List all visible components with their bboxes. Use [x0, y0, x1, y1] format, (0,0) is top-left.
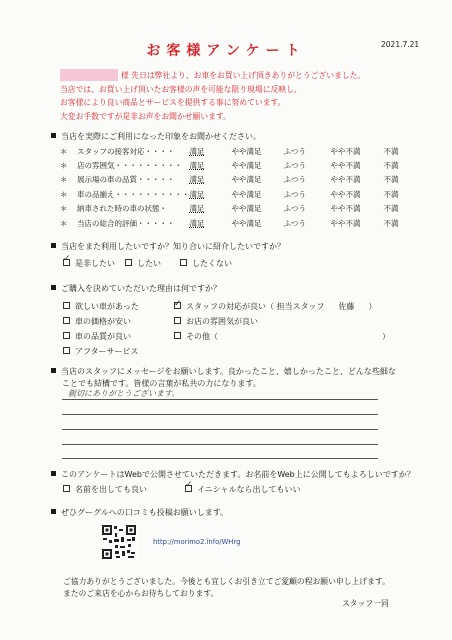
asterisk-icon: ＊: [60, 161, 68, 171]
bullet-square-icon: [51, 243, 56, 248]
closing-line-1: ご協力ありがとうございました。今後とも宜しくお引き立てご愛顧の程お願い申し上げます。: [63, 577, 390, 586]
q5-option-2[interactable]: ✓ イニシャルなら出してもいい: [185, 484, 301, 495]
rating-option[interactable]: やや不満: [330, 146, 361, 156]
bullet-square-icon: [51, 509, 56, 514]
rating-option[interactable]: 不満: [383, 204, 399, 214]
rating-option[interactable]: 不満: [383, 218, 399, 228]
answer-line: [62, 444, 378, 445]
rating-option[interactable]: 不満: [383, 146, 399, 156]
q3-option[interactable]: 欲しい車があった: [63, 299, 139, 314]
intro-line-4: 大変お手数ですが是非お声をお聞かせ願います。: [60, 112, 231, 122]
rating-option[interactable]: ふつう: [283, 189, 306, 199]
q5-heading: このアンケートはWebで公開させていただきます。お名前をWeb上に公開してもよろしいですか？: [51, 469, 415, 480]
q3-heading: ご購入を決めていただいた理由は何ですか？: [51, 283, 221, 294]
paren-close: ）: [382, 332, 390, 341]
intro-line-2: 当店では、お買い上げ頂いたお客様の声を可能な限り現場に反映し、: [60, 84, 302, 94]
bullet-square-icon: [51, 471, 56, 476]
q6-heading: ぜひグーグルへの口コミも投稿お願いします。: [51, 507, 228, 518]
intro-line-3: お客様により良い商品とサービスを提供する事に努めています。: [60, 98, 286, 108]
checkbox-icon[interactable]: [180, 259, 187, 266]
asterisk-icon: ＊: [60, 175, 68, 185]
checkbox-icon[interactable]: [63, 332, 70, 339]
rating-option[interactable]: 不満: [383, 189, 399, 199]
rating-option[interactable]: 満足: [189, 189, 205, 199]
asterisk-icon: ＊: [60, 146, 68, 156]
q3-option[interactable]: 車の品質が良い: [63, 329, 139, 344]
rating-option[interactable]: やや満足: [231, 146, 262, 156]
rating-option[interactable]: ふつう: [283, 218, 306, 228]
checkbox-checked-icon[interactable]: [174, 302, 181, 309]
checkbox-checked-icon[interactable]: [63, 259, 70, 266]
rating-option[interactable]: やや不満: [330, 161, 361, 171]
review-url-link[interactable]: http://morimo2.info/WHrg: [153, 538, 241, 546]
rating-option[interactable]: 満足: [189, 175, 205, 185]
page-title: お客様アンケート: [146, 43, 306, 59]
q1-heading: 当店を実際にご利用になった印象をお聞かせください。: [51, 131, 261, 142]
q3-option[interactable]: 車の価格が安い: [63, 314, 139, 329]
rating-option[interactable]: 満足: [189, 204, 205, 214]
rating-option[interactable]: やや不満: [330, 218, 361, 228]
q3-option[interactable]: ✓スタッフの対応が良い（ 担当スタッフ 佐藤 ）: [174, 299, 377, 314]
q4-question-line-1: 当店のスタッフにメッセージをお願いします。良かったこと、嬉しかったこと、どんな些細な: [51, 366, 396, 378]
rating-option[interactable]: やや不満: [330, 175, 361, 185]
q5-option-1[interactable]: 名前を出しても良い: [63, 484, 147, 495]
rating-option[interactable]: やや満足: [231, 204, 262, 214]
bullet-square-icon: [51, 133, 56, 138]
asterisk-icon: ＊: [60, 218, 68, 228]
paren-close: ）: [368, 302, 377, 311]
staff-name: 佐藤: [338, 302, 355, 311]
rating-option[interactable]: ふつう: [283, 146, 306, 156]
rating-item-label: 車の品揃え・・・・・・・・・・: [77, 189, 190, 199]
intro-text: [60, 69, 365, 124]
bullet-square-icon: [51, 285, 56, 290]
checkbox-icon[interactable]: [63, 347, 70, 354]
rating-option[interactable]: 満足: [189, 218, 205, 228]
answer-line: [62, 399, 378, 400]
rating-row: [60, 202, 424, 216]
checkbox-icon[interactable]: [63, 485, 70, 492]
q1-rating-table: [60, 144, 424, 230]
q2-option-2[interactable]: したい: [125, 258, 161, 269]
q2-heading: 当店をまた利用したいですか？知り合いに紹介したいですか？: [51, 241, 285, 252]
q3-column-2: [174, 299, 390, 344]
rating-option[interactable]: やや満足: [231, 189, 262, 199]
checkbox-icon[interactable]: [63, 302, 70, 309]
rating-option[interactable]: やや満足: [231, 218, 262, 228]
rating-item-label: 展示場の車の品質・・・・・: [77, 175, 175, 185]
intro-line-1: 様 先日は弊社より、お車をお買い上げ頂きありがとうございました。: [60, 69, 365, 83]
rating-option[interactable]: 不満: [383, 161, 399, 171]
rating-row: [60, 158, 424, 172]
asterisk-icon: ＊: [60, 189, 68, 199]
rating-item-label: 納車された時の車の状態・: [77, 204, 167, 214]
signature: スタッフ一同: [342, 599, 389, 608]
q4-question-line-2: ことでも結構です。皆様の言葉が私共の力になります。: [62, 379, 261, 388]
bullet-square-icon: [51, 368, 56, 373]
rating-option[interactable]: 満足: [189, 161, 205, 171]
q3-column-1: [63, 299, 139, 359]
q4-heading: [51, 366, 396, 390]
rating-option[interactable]: ふつう: [283, 161, 306, 171]
rating-row: [60, 173, 424, 187]
rating-item-label: 店の雰囲気・・・・・・・・・: [77, 161, 182, 171]
rating-row: [60, 216, 424, 230]
survey-date: 2021.7.21: [381, 40, 420, 49]
rating-row: [60, 144, 424, 158]
answer-line: [62, 458, 378, 459]
rating-option[interactable]: やや満足: [231, 161, 262, 171]
q3-option[interactable]: その他（ ）: [174, 329, 377, 344]
rating-item-label: スタッフの接客対応・・・・: [77, 146, 175, 156]
q2-option-1[interactable]: ✓是非したい: [63, 258, 115, 269]
rating-row: [60, 187, 424, 201]
asterisk-icon: ＊: [60, 204, 68, 214]
closing-line-2: またのご来店を心からお待ちしております。: [63, 589, 219, 598]
checkbox-checked-icon[interactable]: [185, 485, 192, 492]
rating-option[interactable]: 満足: [189, 146, 205, 156]
q3-option[interactable]: アフターサービス: [63, 344, 139, 359]
checkbox-icon[interactable]: [63, 317, 70, 324]
checkbox-icon[interactable]: [125, 259, 132, 266]
checkbox-icon[interactable]: [174, 332, 181, 339]
rating-item-label: 当店の総合的評価・・・・・: [77, 218, 175, 228]
rating-option[interactable]: やや不満: [330, 189, 361, 199]
closing-message: [63, 576, 390, 600]
redacted-name: [60, 69, 118, 81]
rating-option[interactable]: ふつう: [283, 204, 306, 214]
checkbox-icon[interactable]: [174, 317, 181, 324]
answer-line: [62, 429, 378, 430]
rating-option[interactable]: 不満: [383, 175, 399, 185]
rating-option[interactable]: やや不満: [330, 204, 361, 214]
q4-handwritten-answer[interactable]: 親切にありがとうございます。: [68, 389, 180, 398]
rating-option[interactable]: ふつう: [283, 175, 306, 185]
rating-option[interactable]: やや満足: [231, 175, 262, 185]
q3-option[interactable]: お店の雰囲気が良い: [174, 314, 377, 329]
q2-option-3[interactable]: したくない: [180, 258, 232, 269]
qr-code-icon[interactable]: [101, 524, 137, 560]
answer-line: [62, 414, 378, 415]
